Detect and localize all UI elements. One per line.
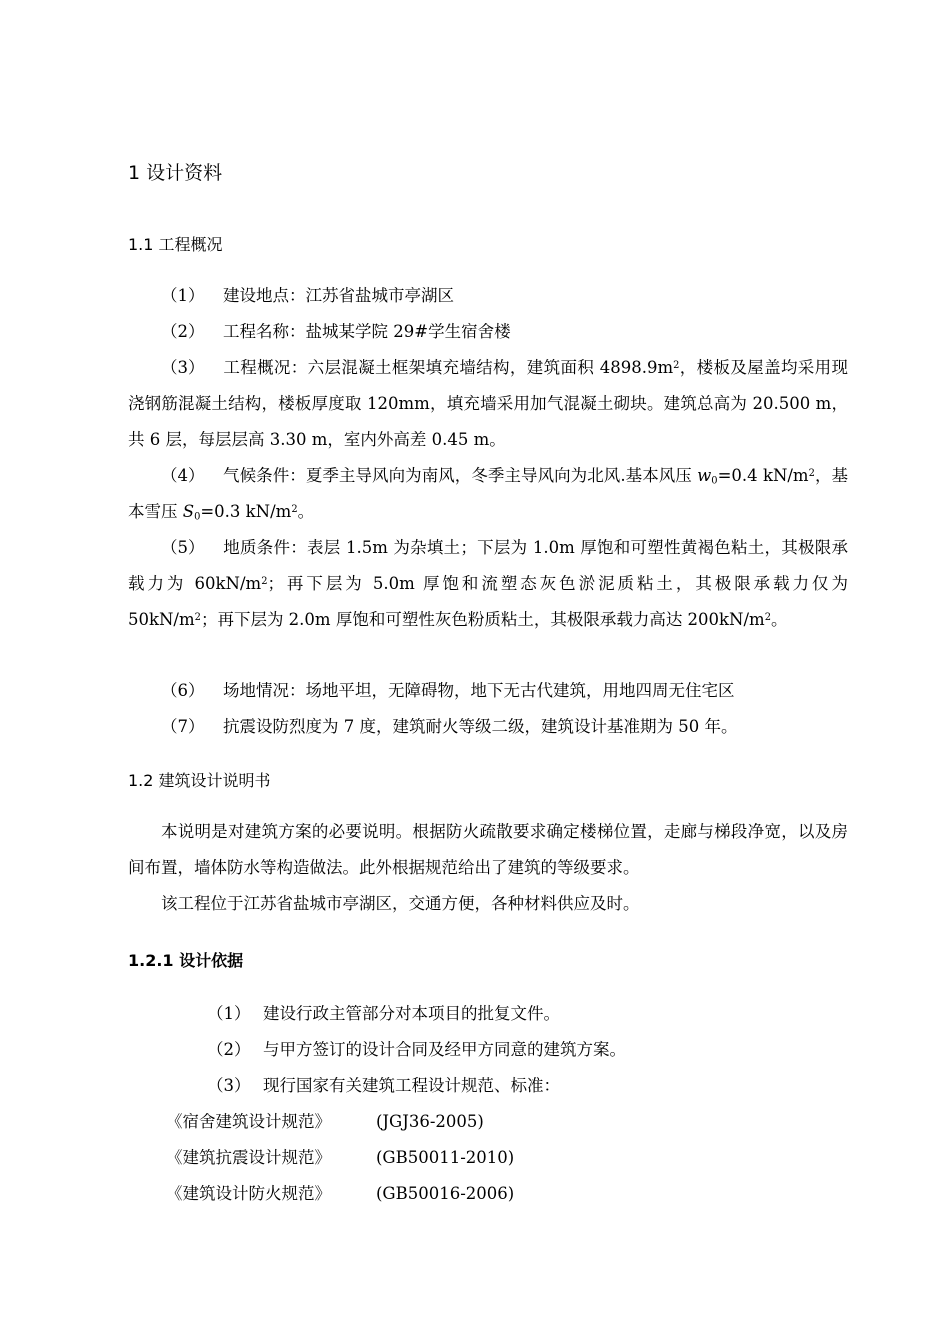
- item-text: 建设行政主管部分对本项目的批复文件。: [263, 1004, 560, 1023]
- item-number: （1）: [161, 286, 205, 305]
- subsection-heading-1-2-1: 1.2.1 设计依据: [128, 951, 244, 970]
- superscript: 2: [673, 360, 680, 372]
- item-number: （3）: [207, 1076, 251, 1095]
- subscript: 0: [711, 475, 718, 487]
- chapter-heading: 1 设计资料: [128, 162, 223, 184]
- basis-item-2: [207, 1032, 626, 1068]
- overview-item-7: [128, 709, 848, 745]
- standard-code: (GB50016-2006): [376, 1184, 515, 1203]
- item-text: 现行国家有关建筑工程设计规范、标准：: [263, 1076, 560, 1095]
- item-number: （7）: [161, 717, 205, 736]
- item-text: 与甲方签订的设计合同及经甲方同意的建筑方案。: [263, 1040, 626, 1059]
- item-number: （3）: [161, 358, 205, 377]
- reference-row: [166, 1104, 484, 1140]
- superscript: 2: [194, 612, 201, 624]
- description-paragraph-1: 本说明是对建筑方案的必要说明。根据防火疏散要求确定楼梯位置，走廊与梯段净宽，以及房间布置，墙体防水等构造做法。此外根据规范给出了建筑的等级要求。: [128, 822, 848, 877]
- item-text-part: 工程概况：六层混凝土框架填充墙结构，建筑面积 4898.9m: [223, 358, 674, 377]
- superscript: 2: [291, 504, 298, 516]
- snow-pressure-symbol: S: [182, 502, 195, 521]
- item-text-part: ；再下层为 5.0m 厚饱和流塑态灰色淤泥质粘土，其极限承载力仅为 50kN/m: [128, 574, 848, 629]
- standard-name: 《建筑抗震设计规范》: [166, 1148, 331, 1167]
- item-text-part: =0.4 kN/m: [717, 466, 809, 485]
- item-text-part: ，基本雪压: [128, 466, 848, 521]
- item-text: 工程名称：盐城某学院 29#学生宿舍楼: [223, 322, 511, 341]
- overview-item-6: [128, 673, 848, 709]
- superscript: 2: [764, 612, 771, 624]
- basis-item-3: [207, 1068, 560, 1104]
- section-heading-1-1: 1.1 工程概况: [128, 235, 223, 254]
- standard-name: 《建筑设计防火规范》: [166, 1184, 331, 1203]
- superscript: 2: [808, 468, 815, 480]
- overview-item-3: [128, 350, 848, 458]
- overview-item-5: [128, 530, 848, 638]
- item-number: （1）: [207, 1004, 251, 1023]
- reference-row: [166, 1176, 515, 1212]
- item-text-part: 气候条件：夏季主导风向为南风，冬季主导风向为北风.基本风压: [223, 466, 698, 485]
- reference-row: [166, 1140, 515, 1176]
- item-text-part: =0.3 kN/m: [200, 502, 292, 521]
- standard-code: (JGJ36-2005): [376, 1112, 484, 1131]
- standard-code: (GB50011-2010): [376, 1148, 515, 1167]
- item-text-part: 地质条件：表层 1.5m 为杂填土；下层为 1.0m 厚饱和可塑性黄褐色粘土，其极限承载力为 60kN/m: [128, 538, 848, 593]
- item-number: （4）: [161, 466, 205, 485]
- wind-pressure-symbol: w: [697, 466, 712, 485]
- basis-item-1: [207, 996, 560, 1032]
- item-number: （5）: [161, 538, 205, 557]
- overview-item-4: [128, 458, 848, 530]
- item-number: （6）: [161, 681, 205, 700]
- item-text-part: ；再下层为 2.0m 厚饱和可塑性灰色粉质粘土，其极限承载力高达 200kN/m: [200, 610, 765, 629]
- section-heading-1-2: 1.2 建筑设计说明书: [128, 771, 271, 790]
- item-text-part: ，楼板及屋盖均采用现浇钢筋混凝土结构，楼板厚度取 120mm，填充墙采用加气混凝土砌块。建筑总高为 20.500 m，共 6 层，每层层高 3.30 m，室内外高差 0.45 m。: [128, 358, 849, 449]
- item-text: 抗震设防烈度为 7 度，建筑耐火等级二级，建筑设计基准期为 50 年。: [223, 717, 738, 736]
- item-text: 场地情况：场地平坦，无障碍物，地下无古代建筑，用地四周无住宅区: [223, 681, 735, 700]
- item-text-part: 。: [771, 610, 788, 629]
- standard-name: 《宿舍建筑设计规范》: [166, 1112, 331, 1131]
- overview-item-1: [128, 278, 848, 314]
- superscript: 2: [261, 576, 268, 588]
- overview-item-2: [128, 314, 848, 350]
- item-number: （2）: [207, 1040, 251, 1059]
- item-number: （2）: [161, 322, 205, 341]
- item-text-part: 。: [297, 502, 315, 521]
- subscript: 0: [194, 511, 201, 523]
- description-paragraph-2: 该工程位于江苏省盐城市亭湖区，交通方便，各种材料供应及时。: [161, 894, 640, 913]
- item-text: 建设地点：江苏省盐城市亭湖区: [223, 286, 454, 305]
